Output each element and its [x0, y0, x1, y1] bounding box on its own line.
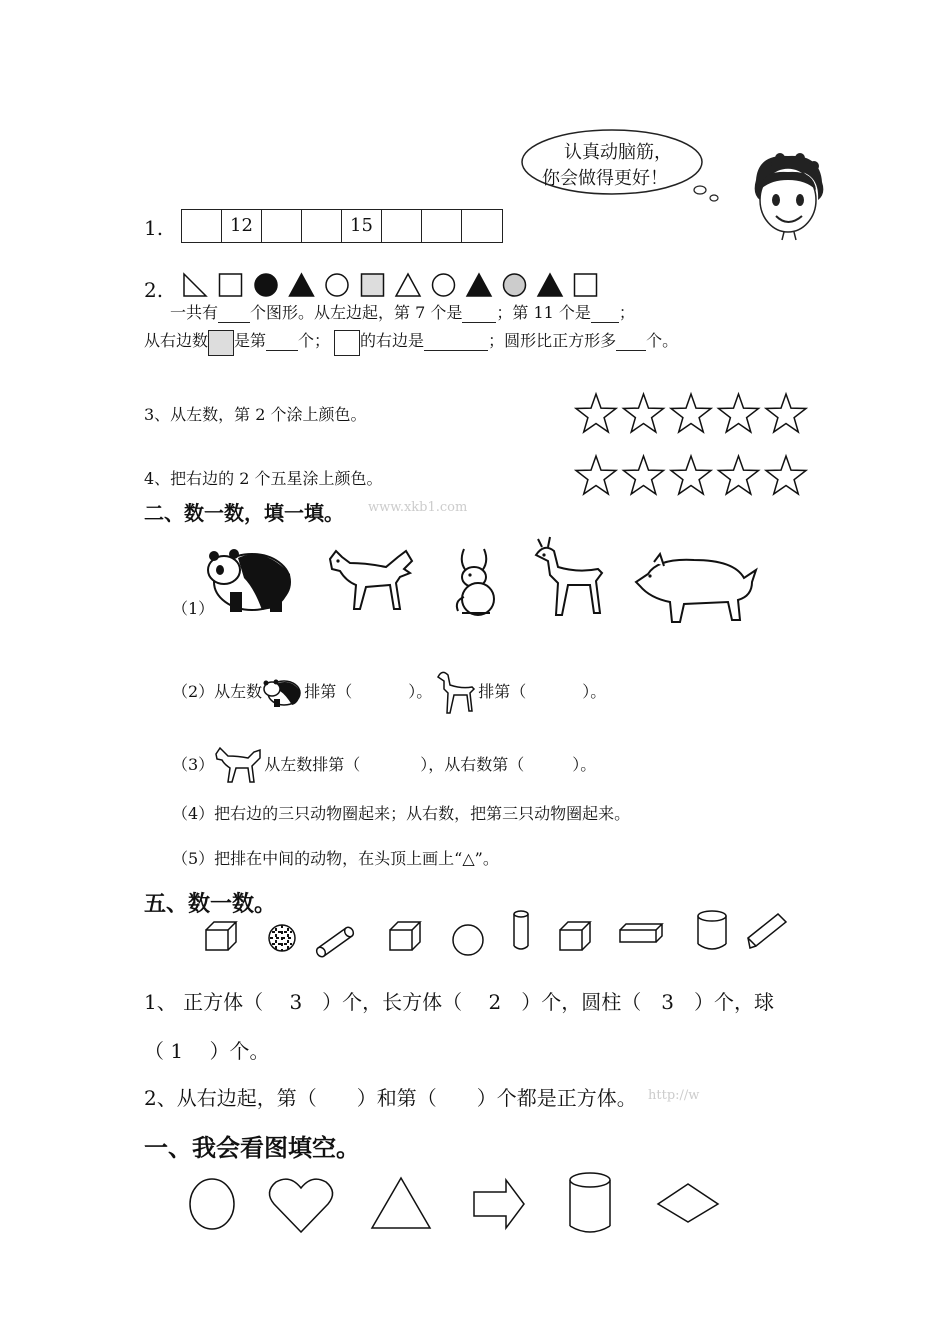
ball-icon: [269, 925, 295, 951]
cuboid-icon: [620, 924, 662, 942]
circle-icon: [433, 274, 455, 296]
number-sequence-boxes: [181, 209, 503, 243]
gray-square-icon: [362, 274, 384, 296]
star-icon[interactable]: [576, 394, 616, 432]
panda-small-icon: [262, 675, 304, 709]
bubble-line-1: 认真动脑筋，: [564, 142, 672, 163]
q2-line-1: [170, 300, 635, 323]
answer-blank[interactable]: [218, 303, 250, 323]
circle-icon: [190, 1179, 234, 1229]
basic-shapes-row: [184, 1170, 744, 1240]
star-icon[interactable]: [719, 456, 759, 494]
sphere-icon: [453, 925, 483, 955]
q2-text: 的右边是: [360, 331, 425, 350]
s2-p2-text: ）。: [582, 682, 607, 701]
q2-text: 个。: [646, 331, 679, 350]
section-5-title: 五、数一数。: [144, 892, 277, 917]
panda-icon: [204, 538, 294, 616]
sequence-box-empty[interactable]: [302, 210, 342, 242]
section-2-title: 二、数一数，填一填。: [144, 501, 344, 525]
s2-p2-text: 排第（: [304, 682, 353, 701]
watermark: www.xkb1.com: [368, 500, 468, 515]
star-icon[interactable]: [671, 394, 711, 432]
answer-blank[interactable]: [424, 331, 488, 351]
s2-p4: （4）把右边的三只动物圈起来；从右数，把第三只动物圈起来。: [172, 804, 631, 823]
star-row-q3: [574, 393, 814, 435]
s2-p3-text: ），从右数第（: [420, 755, 525, 774]
watermark: http://w: [648, 1088, 700, 1103]
star-icon[interactable]: [624, 394, 664, 432]
s2-p1: （1）: [172, 599, 215, 618]
section-1-title: 一、我会看图填空。: [144, 1134, 360, 1162]
answer-blank[interactable]: [462, 303, 496, 323]
star-row-q4: [574, 455, 814, 497]
star-icon[interactable]: [766, 394, 806, 432]
s2-p3-text: 从左数排第（: [264, 755, 361, 774]
q2-text: 个；: [298, 331, 331, 350]
sequence-box-value: 15: [342, 210, 382, 242]
q2-text: 是第: [234, 331, 267, 350]
q2-text: 一共有: [170, 303, 219, 322]
s2-p2-text: （2）从左数: [172, 682, 263, 701]
gray-square-icon: [208, 330, 234, 356]
star-icon[interactable]: [576, 456, 616, 494]
s2-p3-text: ）。: [572, 755, 597, 774]
prism-icon: [748, 914, 786, 948]
cylinder-icon: [698, 911, 726, 949]
s2-p2-text: 排第（: [478, 682, 527, 701]
speech-bubble: [520, 128, 730, 204]
star-icon[interactable]: [766, 456, 806, 494]
deer-icon: [528, 533, 608, 619]
sequence-box-empty[interactable]: [262, 210, 302, 242]
sequence-box-value: 12: [222, 210, 262, 242]
star-icon[interactable]: [719, 394, 759, 432]
q2-text: ；: [618, 303, 635, 322]
triangle-icon: [372, 1178, 430, 1228]
q1-number: 1.: [144, 216, 164, 240]
sequence-box-empty[interactable]: [182, 210, 222, 242]
filled-triangle-icon: [467, 274, 491, 296]
gray-circle-icon: [504, 274, 526, 296]
answer-blank[interactable]: [266, 331, 298, 351]
q4-text: 4、把右边的 2 个五星涂上颜色。: [144, 469, 383, 488]
filled-triangle-icon: [538, 274, 562, 296]
sequence-box-empty[interactable]: [462, 210, 502, 242]
s2-p3: [172, 744, 596, 784]
triangle-icon: [396, 274, 420, 296]
solid-shapes-row: [200, 908, 800, 958]
heart-icon: [269, 1179, 332, 1232]
square-icon: [575, 274, 597, 296]
square-icon: [220, 274, 242, 296]
right-triangle-icon: [184, 274, 206, 296]
q2-line-2: [144, 328, 678, 356]
kid-face-illustration: [748, 150, 828, 244]
pig-icon: [634, 552, 760, 624]
s2-p5: （5）把排在中间的动物，在头顶上画上“△”。: [172, 849, 499, 868]
fox-small-icon: [214, 744, 264, 784]
cylinder-icon: [570, 1173, 610, 1232]
cube-icon: [560, 922, 590, 950]
s5-q1a: 1、 正方体（ 3 ）个，长方体（ 2 ）个，圆柱（ 3 ）个，球: [144, 990, 774, 1014]
s5-q2: 2、从右边起，第（ ）和第（ ）个都是正方体。: [144, 1086, 637, 1110]
q2-text: ；第 11 个是: [496, 303, 591, 322]
deer-small-icon: [432, 665, 478, 715]
circle-icon: [326, 274, 348, 296]
q2-text: 个图形。从左边起，第 7 个是: [250, 303, 463, 322]
cylinder-thin-icon: [514, 911, 528, 949]
cube-icon: [206, 922, 236, 950]
sequence-box-empty[interactable]: [382, 210, 422, 242]
star-icon[interactable]: [624, 456, 664, 494]
cube-icon: [390, 922, 420, 950]
answer-blank[interactable]: [616, 331, 646, 351]
fox-icon: [326, 543, 418, 617]
square-icon: [334, 330, 360, 356]
q2-text: ；圆形比正方形多: [488, 331, 617, 350]
sequence-box-empty[interactable]: [422, 210, 462, 242]
rabbit-icon: [450, 545, 506, 619]
shape-sequence: [180, 270, 610, 300]
q3-text: 3、从左数，第 2 个涂上颜色。: [144, 405, 367, 424]
answer-blank[interactable]: [591, 303, 619, 323]
q2-text: 从右边数: [144, 331, 209, 350]
diamond-icon: [658, 1184, 718, 1222]
q2-number: 2.: [144, 278, 164, 302]
cylinder-lying-icon: [315, 926, 355, 959]
s2-p3-text: （3）: [172, 755, 215, 774]
s2-p2-text: ）。: [408, 682, 433, 701]
filled-triangle-icon: [290, 274, 314, 296]
arrow-icon: [474, 1180, 524, 1228]
bubble-line-2: 你会做得更好！: [542, 168, 668, 189]
s5-q1b: （ 1 ）个。: [144, 1039, 270, 1063]
s2-p2: [172, 665, 606, 715]
filled-circle-icon: [255, 274, 277, 296]
star-icon[interactable]: [671, 456, 711, 494]
